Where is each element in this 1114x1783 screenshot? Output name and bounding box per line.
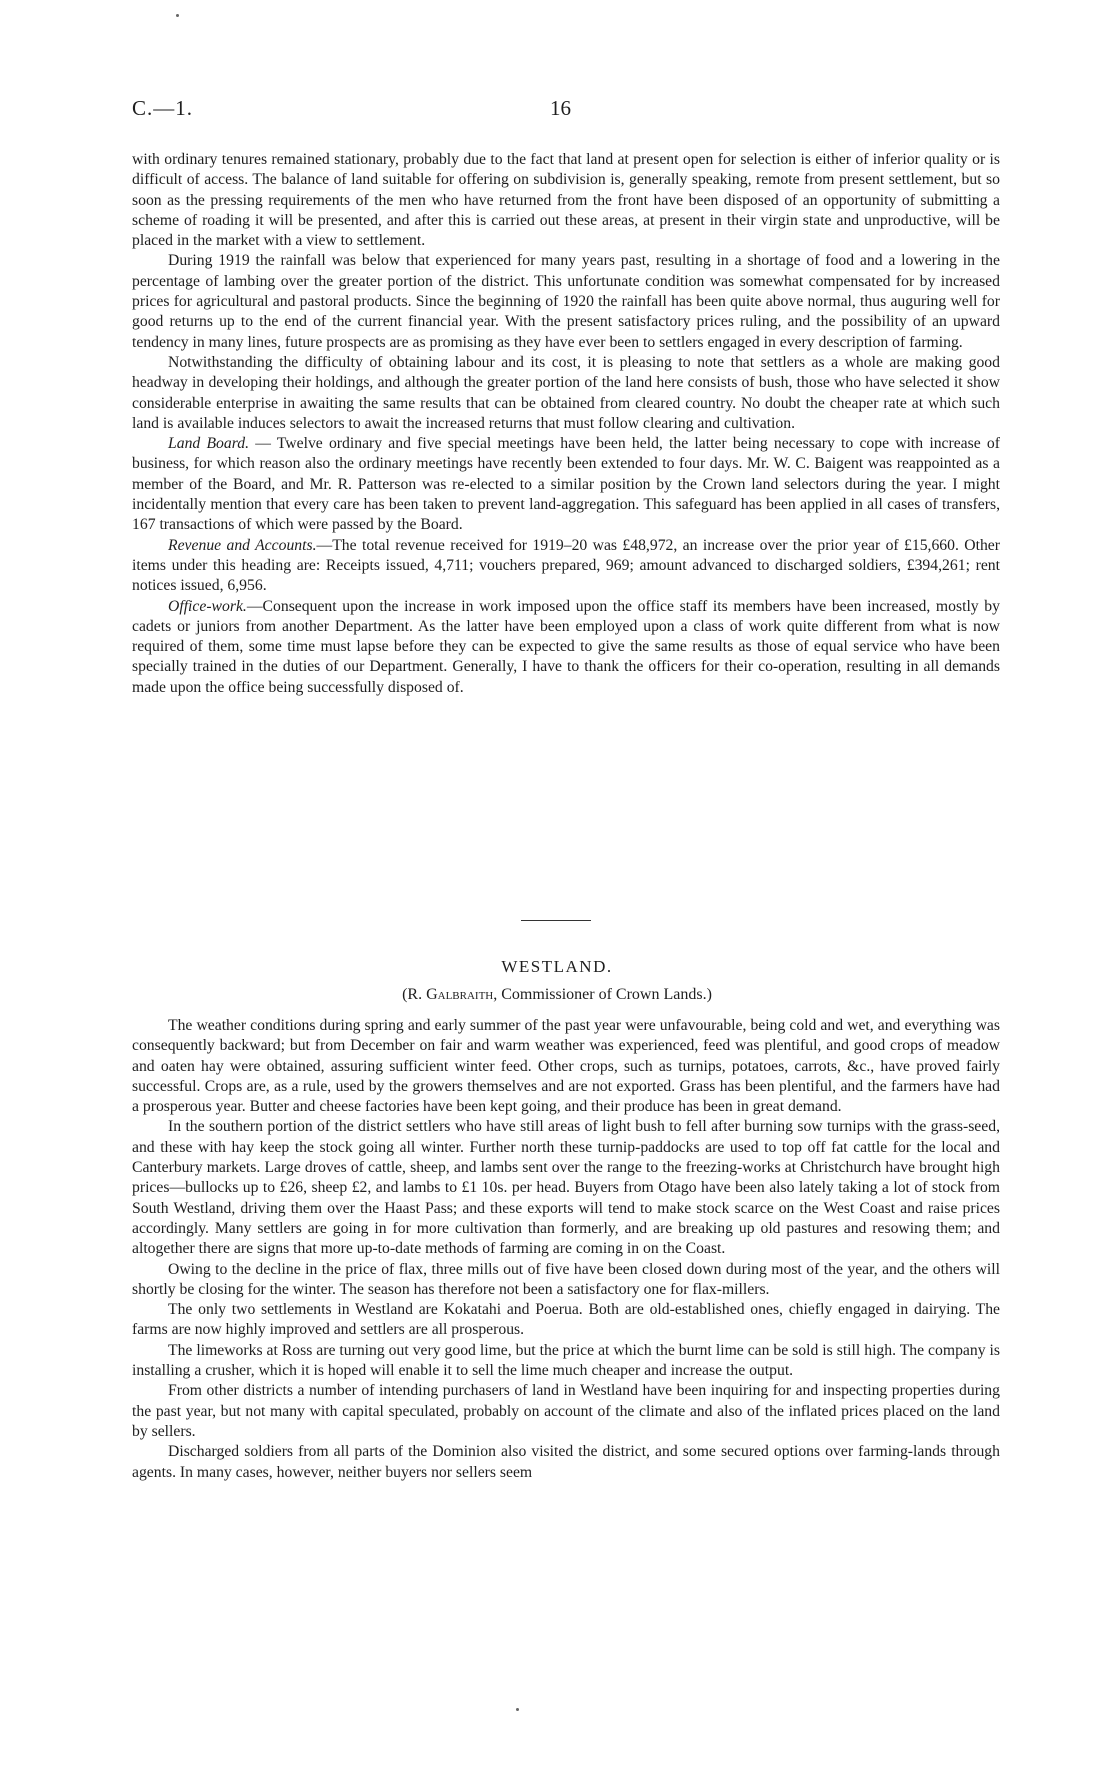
paragraph-land-board — [132, 434, 1000, 535]
section-divider — [521, 920, 591, 921]
paragraph-purchasers: From other districts a number of intending purchasers of land in Westland have been inquiring for and inspecting properties during the past year, but not many with capital speculated, probably on account of the climate and also of the inflated prices placed on the land by sellers. — [132, 1382, 1000, 1440]
commissioner-name: Galbraith — [426, 986, 494, 1003]
document-reference: C.—1. — [132, 96, 194, 120]
land-board-heading: Land Board. — [168, 435, 250, 453]
paragraph-labour: Notwithstanding the difficulty of obtaining labour and its cost, it is pleasing to note that settlers as a whole are making good headway in developing their holdings, and although the greater portion of the land here consists of bush, those who have selected it show considerable enterprise in awaiting the same results that can be obtained from cleared country. No doubt the cheaper rate at which such land is available induces selectors to await the increased returns that must follow clearing and cultivation. — [132, 353, 1000, 432]
westland-section — [132, 1016, 1000, 1483]
paragraph-continued: with ordinary tenures remained stationary, probably due to the fact that land at present open for selection is either of inferior quality or is difficult of access. The balance of land suitable for offering on subdivision is, generally speaking, remote from present settlement, but so soon as the pressing requirements of the men who have returned from the front have been disposed of an opportunity of submitting a scheme of roading it will be presented, and after this is carried out these areas, at present in their virgin state and unproductive, will be placed in the market with a view to settlement. — [132, 151, 1000, 250]
paragraph-limeworks: The limeworks at Ross are turning out very good lime, but the price at which the burnt lime can be sold is still high. The company is installing a crusher, which it is hoped will enable it to sell the lime much cheaper and increase the output. — [132, 1341, 1000, 1380]
margin-mark-bottom — [516, 1708, 519, 1711]
section-subtitle — [0, 986, 1114, 1004]
paragraph-discharged-soldiers: Discharged soldiers from all parts of the Dominion also visited the district, and some secured options over farming-lands through agents. In many cases, however, neither buyers nor sellers seem — [132, 1443, 1000, 1481]
land-board-text: — Twelve ordinary and five special meetings have been held, the latter being necessary to cope with increase of business, for which reason also the ordinary meetings have recently been extended to four days. Mr. W. C. Baigent was reappointed as a member of the Board, and Mr. R. Patterson was re-elected to a similar position by the Crown land selectors during the year. I might incidentally mention that every care has been taken to prevent land-aggregation. This safeguard has been applied in all cases of transfers, 167 transactions of which were passed by the Board. — [132, 435, 1000, 534]
subtitle-rest: , Commissioner of Crown Lands.) — [493, 986, 712, 1003]
continued-section — [132, 150, 1000, 698]
margin-mark-top — [176, 14, 179, 17]
paragraph-rainfall: During 1919 the rainfall was below that experienced for many years past, resulting in a shortage of food and a lowering in the percentage of lambing over the greater portion of the district. This unfortunate condition was somewhat compensated for by increased prices for agricultural and pastoral products. Since the beginning of 1920 the rainfall has been quite above normal, thus auguring well for good returns up to the end of the current financial year. With the present satisfactory prices ruling, and the possibility of an upward tendency in many lines, future prospects are as promising as they have ever been to settlers engaged in every description of farming. — [132, 252, 1000, 351]
paragraph-revenue — [132, 536, 1000, 597]
revenue-heading: Revenue and Accounts. — [168, 536, 317, 554]
paragraph-weather: The weather conditions during spring and early summer of the past year were unfavourable, being cold and wet, and everything was consequently backward; but from December on fair and warm weather was experienced, feed was plentiful, and good crops of meadow and oaten hay were obtained, assuring sufficient winter feed. Other crops, such as turnips, potatoes, carrots, &c., have proved fairly successful. Crops are, as a rule, used by the growers themselves and are not exported. Grass has been plentiful, and the farmers have had a prosperous year. Butter and cheese factories have been kept going, and their produce has been in great demand. — [132, 1017, 1000, 1116]
page-number: 16 — [550, 96, 571, 120]
section-title: WESTLAND. — [501, 957, 613, 976]
subtitle-open: (R. — [402, 986, 427, 1003]
paragraph-settlements: The only two settlements in Westland are Kokatahi and Poerua. Both are old-established ones, chiefly engaged in dairying. The farms are now highly improved and settlers are all prosperous. — [132, 1301, 1000, 1339]
revenue-text: —The total revenue received for 1919–20 was £48,972, an increase over the prior year of £15,660. Other items under this heading are: Receipts issued, 4,711; vouchers prepared, 969; amount advanced to discharged soldiers, £394,261; rent notices issued, 6,956. — [132, 536, 1000, 595]
office-work-heading: Office-work. — [168, 597, 247, 615]
paragraph-office-work — [132, 597, 1000, 698]
page-header — [132, 96, 1002, 124]
office-work-text: —Consequent upon the increase in work imposed upon the office staff its members have been increased, mostly by cadets or juniors from another Department. As the latter have been employed upon a class of work quite different from what is now required of them, some time must lapse before they can be expected to give the same results as those of equal service who have been specially trained in the duties of our Department. Generally, I have to thank the officers for their co-operation, resulting in all demands made upon the office being successfully disposed of. — [132, 597, 1000, 696]
paragraph-southern-district: In the southern portion of the district settlers who have still areas of light bush to fell after burning sow turnips with the grass-seed, and these with hay keep the stock going all winter. Further north these turnip-paddocks are used to top off fat cattle for the local and Canterbury markets. Large droves of cattle, sheep, and lambs sent over the range to the freezing-works at Christchurch have brought high prices—bullocks up to £26, sheep £2, and lambs to £1 10s. per head. Buyers from Otago have been also lately taking a lot of stock from South Westland, driving them over the Haast Pass; and these exports will tend to make stock scarce on the West Coast and raise prices accordingly. Many settlers are going in for more cultivation than formerly, and are breaking up old pastures and resowing them; and altogether there are signs that more up-to-date methods of farming are coming in on the Coast. — [132, 1118, 1000, 1258]
paragraph-flax: Owing to the decline in the price of flax, three mills out of five have been closed down during most of the year, and the others will shortly be closing for the winter. The season has therefore not been a satisfactory one for flax-millers. — [132, 1260, 1000, 1298]
